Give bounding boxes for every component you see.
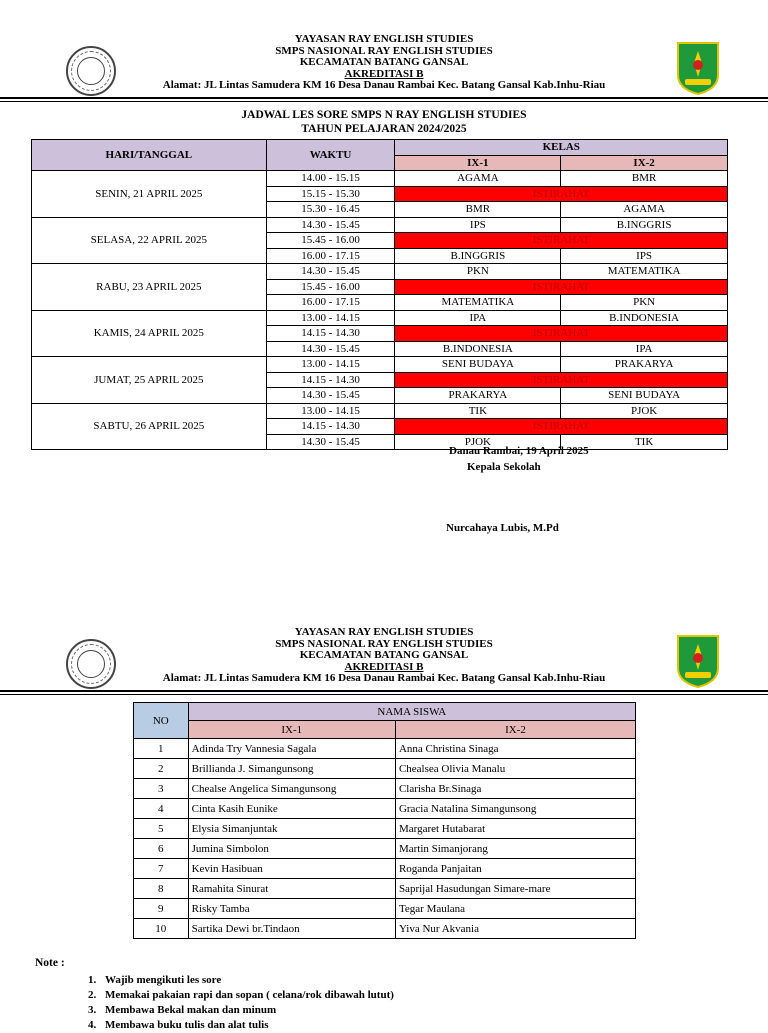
subject-cell: IPA [561, 341, 728, 357]
time-cell: 13.00 - 14.15 [266, 310, 395, 326]
notes-list [88, 973, 394, 1033]
district-name: KECAMATAN BATANG GANSAL [299, 56, 469, 68]
student-name: Margaret Hutabarat [395, 819, 635, 839]
address: Alamat: JL Lintas Samudera KM 16 Desa Danau Rambai Kec. Batang Gansal Kab.Inhu-Riau [162, 672, 606, 684]
break-cell: ISTIRAHAT [395, 419, 728, 435]
time-cell: 14.15 - 14.30 [266, 419, 395, 435]
student-table [133, 702, 636, 939]
row-number: 8 [134, 879, 189, 899]
class-ix2-header: IX-2 [395, 721, 635, 739]
time-cell: 14.30 - 15.45 [266, 217, 395, 233]
subject-cell: IPA [395, 310, 561, 326]
foundation-name: YAYASAN RAY ENGLISH STUDIES [294, 626, 474, 638]
list-item: 1. Wajib mengikuti les sore [88, 974, 222, 986]
student-name: Yiva Nur Akvania [395, 919, 635, 939]
break-cell: ISTIRAHAT [395, 233, 728, 249]
accreditation: AKREDITASI B [344, 67, 424, 80]
time-cell: 14.15 - 14.30 [266, 326, 395, 342]
subject-cell: AGAMA [395, 171, 561, 187]
table-row [134, 819, 636, 839]
subject-cell: IPS [561, 248, 728, 264]
day-cell: KAMIS, 24 APRIL 2025 [32, 310, 267, 357]
subject-cell: TIK [561, 434, 728, 450]
time-cell: 14.00 - 15.15 [266, 171, 395, 187]
school-name: SMPS NASIONAL RAY ENGLISH STUDIES [275, 44, 493, 57]
row-number: 10 [134, 919, 189, 939]
student-name: Tegar Maulana [395, 899, 635, 919]
day-cell: SABTU, 26 APRIL 2025 [32, 403, 267, 450]
table-row [134, 899, 636, 919]
day-cell: SENIN, 21 APRIL 2025 [32, 171, 267, 218]
break-cell: ISTIRAHAT [395, 186, 728, 202]
day-cell: RABU, 23 APRIL 2025 [32, 264, 267, 311]
list-item: 4. Membawa buku tulis dan alat tulis [88, 1019, 269, 1031]
student-name: Gracia Natalina Simangunsong [395, 799, 635, 819]
student-name: Cinta Kasih Eunike [188, 799, 395, 819]
time-cell: 13.00 - 14.15 [266, 357, 395, 373]
row-number: 1 [134, 739, 189, 759]
table-row [134, 879, 636, 899]
row-number: 7 [134, 859, 189, 879]
signature-name: Nurcahaya Lubis, M.Pd [446, 522, 559, 534]
break-cell: ISTIRAHAT [395, 372, 728, 388]
col-day-header: HARI/TANGGAL [32, 140, 267, 171]
subject-cell: MATEMATIKA [561, 264, 728, 280]
list-item: 3. Membawa Bekal makan dan minum [88, 1004, 277, 1016]
time-cell: 15.45 - 16.00 [266, 279, 395, 295]
address: Alamat: JL Lintas Samudera KM 16 Desa Danau Rambai Kec. Batang Gansal Kab.Inhu-Riau [162, 79, 606, 91]
student-name: Anna Christina Sinaga [395, 739, 635, 759]
subject-cell: SENI BUDAYA [395, 357, 561, 373]
table-row [32, 310, 728, 326]
class-ix1-header: IX-1 [188, 721, 395, 739]
schedule-title: JADWAL LES SORE SMPS N RAY ENGLISH STUDIES [241, 109, 527, 121]
student-name: Kevin Hasibuan [188, 859, 395, 879]
time-cell: 15.15 - 15.30 [266, 186, 395, 202]
subject-cell: PKN [561, 295, 728, 311]
time-cell: 15.30 - 16.45 [266, 202, 395, 218]
student-name: Ramahita Sinurat [188, 879, 395, 899]
table-row [134, 859, 636, 879]
student-name: Martin Simanjorang [395, 839, 635, 859]
subject-cell: PRAKARYA [561, 357, 728, 373]
student-name: Roganda Panjaitan [395, 859, 635, 879]
foundation-name: YAYASAN RAY ENGLISH STUDIES [294, 33, 474, 45]
subject-cell: BMR [395, 202, 561, 218]
row-number: 2 [134, 759, 189, 779]
col-no-header: NO [134, 703, 189, 739]
subject-cell: TIK [395, 403, 561, 419]
col-names-header: NAMA SISWA [188, 703, 635, 721]
schedule-year: TAHUN PELAJARAN 2024/2025 [301, 123, 467, 135]
day-cell: SELASA, 22 APRIL 2025 [32, 217, 267, 264]
break-cell: ISTIRAHAT [395, 326, 728, 342]
student-name: Saprijal Hasudungan Simare-mare [395, 879, 635, 899]
subject-cell: B.INDONESIA [561, 310, 728, 326]
student-name: Elysia Simanjuntak [188, 819, 395, 839]
day-cell: JUMAT, 25 APRIL 2025 [32, 357, 267, 404]
signature-place-date: Danau Rambai, 19 April 2025 [449, 445, 589, 457]
class-ix2-header: IX-2 [561, 155, 728, 171]
signature-role: Kepala Sekolah [467, 461, 541, 473]
student-name: Jumina Simbolon [188, 839, 395, 859]
subject-cell: BMR [561, 171, 728, 187]
district-name: KECAMATAN BATANG GANSAL [299, 649, 469, 661]
time-cell: 14.30 - 15.45 [266, 388, 395, 404]
table-row [134, 759, 636, 779]
time-cell: 13.00 - 14.15 [266, 403, 395, 419]
student-name: Chealsea Olivia Manalu [395, 759, 635, 779]
school-name: SMPS NASIONAL RAY ENGLISH STUDIES [275, 637, 493, 650]
subject-cell: PRAKARYA [395, 388, 561, 404]
time-cell: 14.30 - 15.45 [266, 264, 395, 280]
subject-cell: MATEMATIKA [395, 295, 561, 311]
row-number: 3 [134, 779, 189, 799]
col-time-header: WAKTU [266, 140, 395, 171]
subject-cell: PJOK [561, 403, 728, 419]
subject-cell: PKN [395, 264, 561, 280]
table-row [134, 779, 636, 799]
schedule-table [31, 139, 728, 450]
table-row [32, 403, 728, 419]
subject-cell: B.INGGRIS [395, 248, 561, 264]
student-name: Chealse Angelica Simangunsong [188, 779, 395, 799]
subject-cell: PJOK [395, 434, 561, 450]
time-cell: 14.30 - 15.45 [266, 341, 395, 357]
student-name: Adinda Try Vannesia Sagala [188, 739, 395, 759]
list-item: 2. Memakai pakaian rapi dan sopan ( celana/rok dibawah lutut) [88, 989, 394, 1001]
row-number: 5 [134, 819, 189, 839]
time-cell: 14.30 - 15.45 [266, 434, 395, 450]
time-cell: 15.45 - 16.00 [266, 233, 395, 249]
subject-cell: IPS [395, 217, 561, 233]
table-row [134, 739, 636, 759]
table-row [32, 217, 728, 233]
student-name: Risky Tamba [188, 899, 395, 919]
row-number: 4 [134, 799, 189, 819]
table-row [32, 264, 728, 280]
subject-cell: SENI BUDAYA [561, 388, 728, 404]
note-label: Note : [35, 957, 65, 969]
table-row [32, 357, 728, 373]
subject-cell: B.INGGRIS [561, 217, 728, 233]
subject-cell: AGAMA [561, 202, 728, 218]
class-ix1-header: IX-1 [395, 155, 561, 171]
subject-cell: B.INDONESIA [395, 341, 561, 357]
table-row [134, 919, 636, 939]
col-class-header: KELAS [395, 140, 728, 156]
time-cell: 16.00 - 17.15 [266, 295, 395, 311]
row-number: 9 [134, 899, 189, 919]
student-name: Clarisha Br.Sinaga [395, 779, 635, 799]
table-row [134, 839, 636, 859]
break-cell: ISTIRAHAT [395, 279, 728, 295]
student-name: Brillianda J. Simangunsong [188, 759, 395, 779]
time-cell: 14.15 - 14.30 [266, 372, 395, 388]
student-name: Sartika Dewi br.Tindaon [188, 919, 395, 939]
table-row [134, 799, 636, 819]
time-cell: 16.00 - 17.15 [266, 248, 395, 264]
row-number: 6 [134, 839, 189, 859]
accreditation: AKREDITASI B [344, 660, 424, 673]
table-row [32, 171, 728, 187]
